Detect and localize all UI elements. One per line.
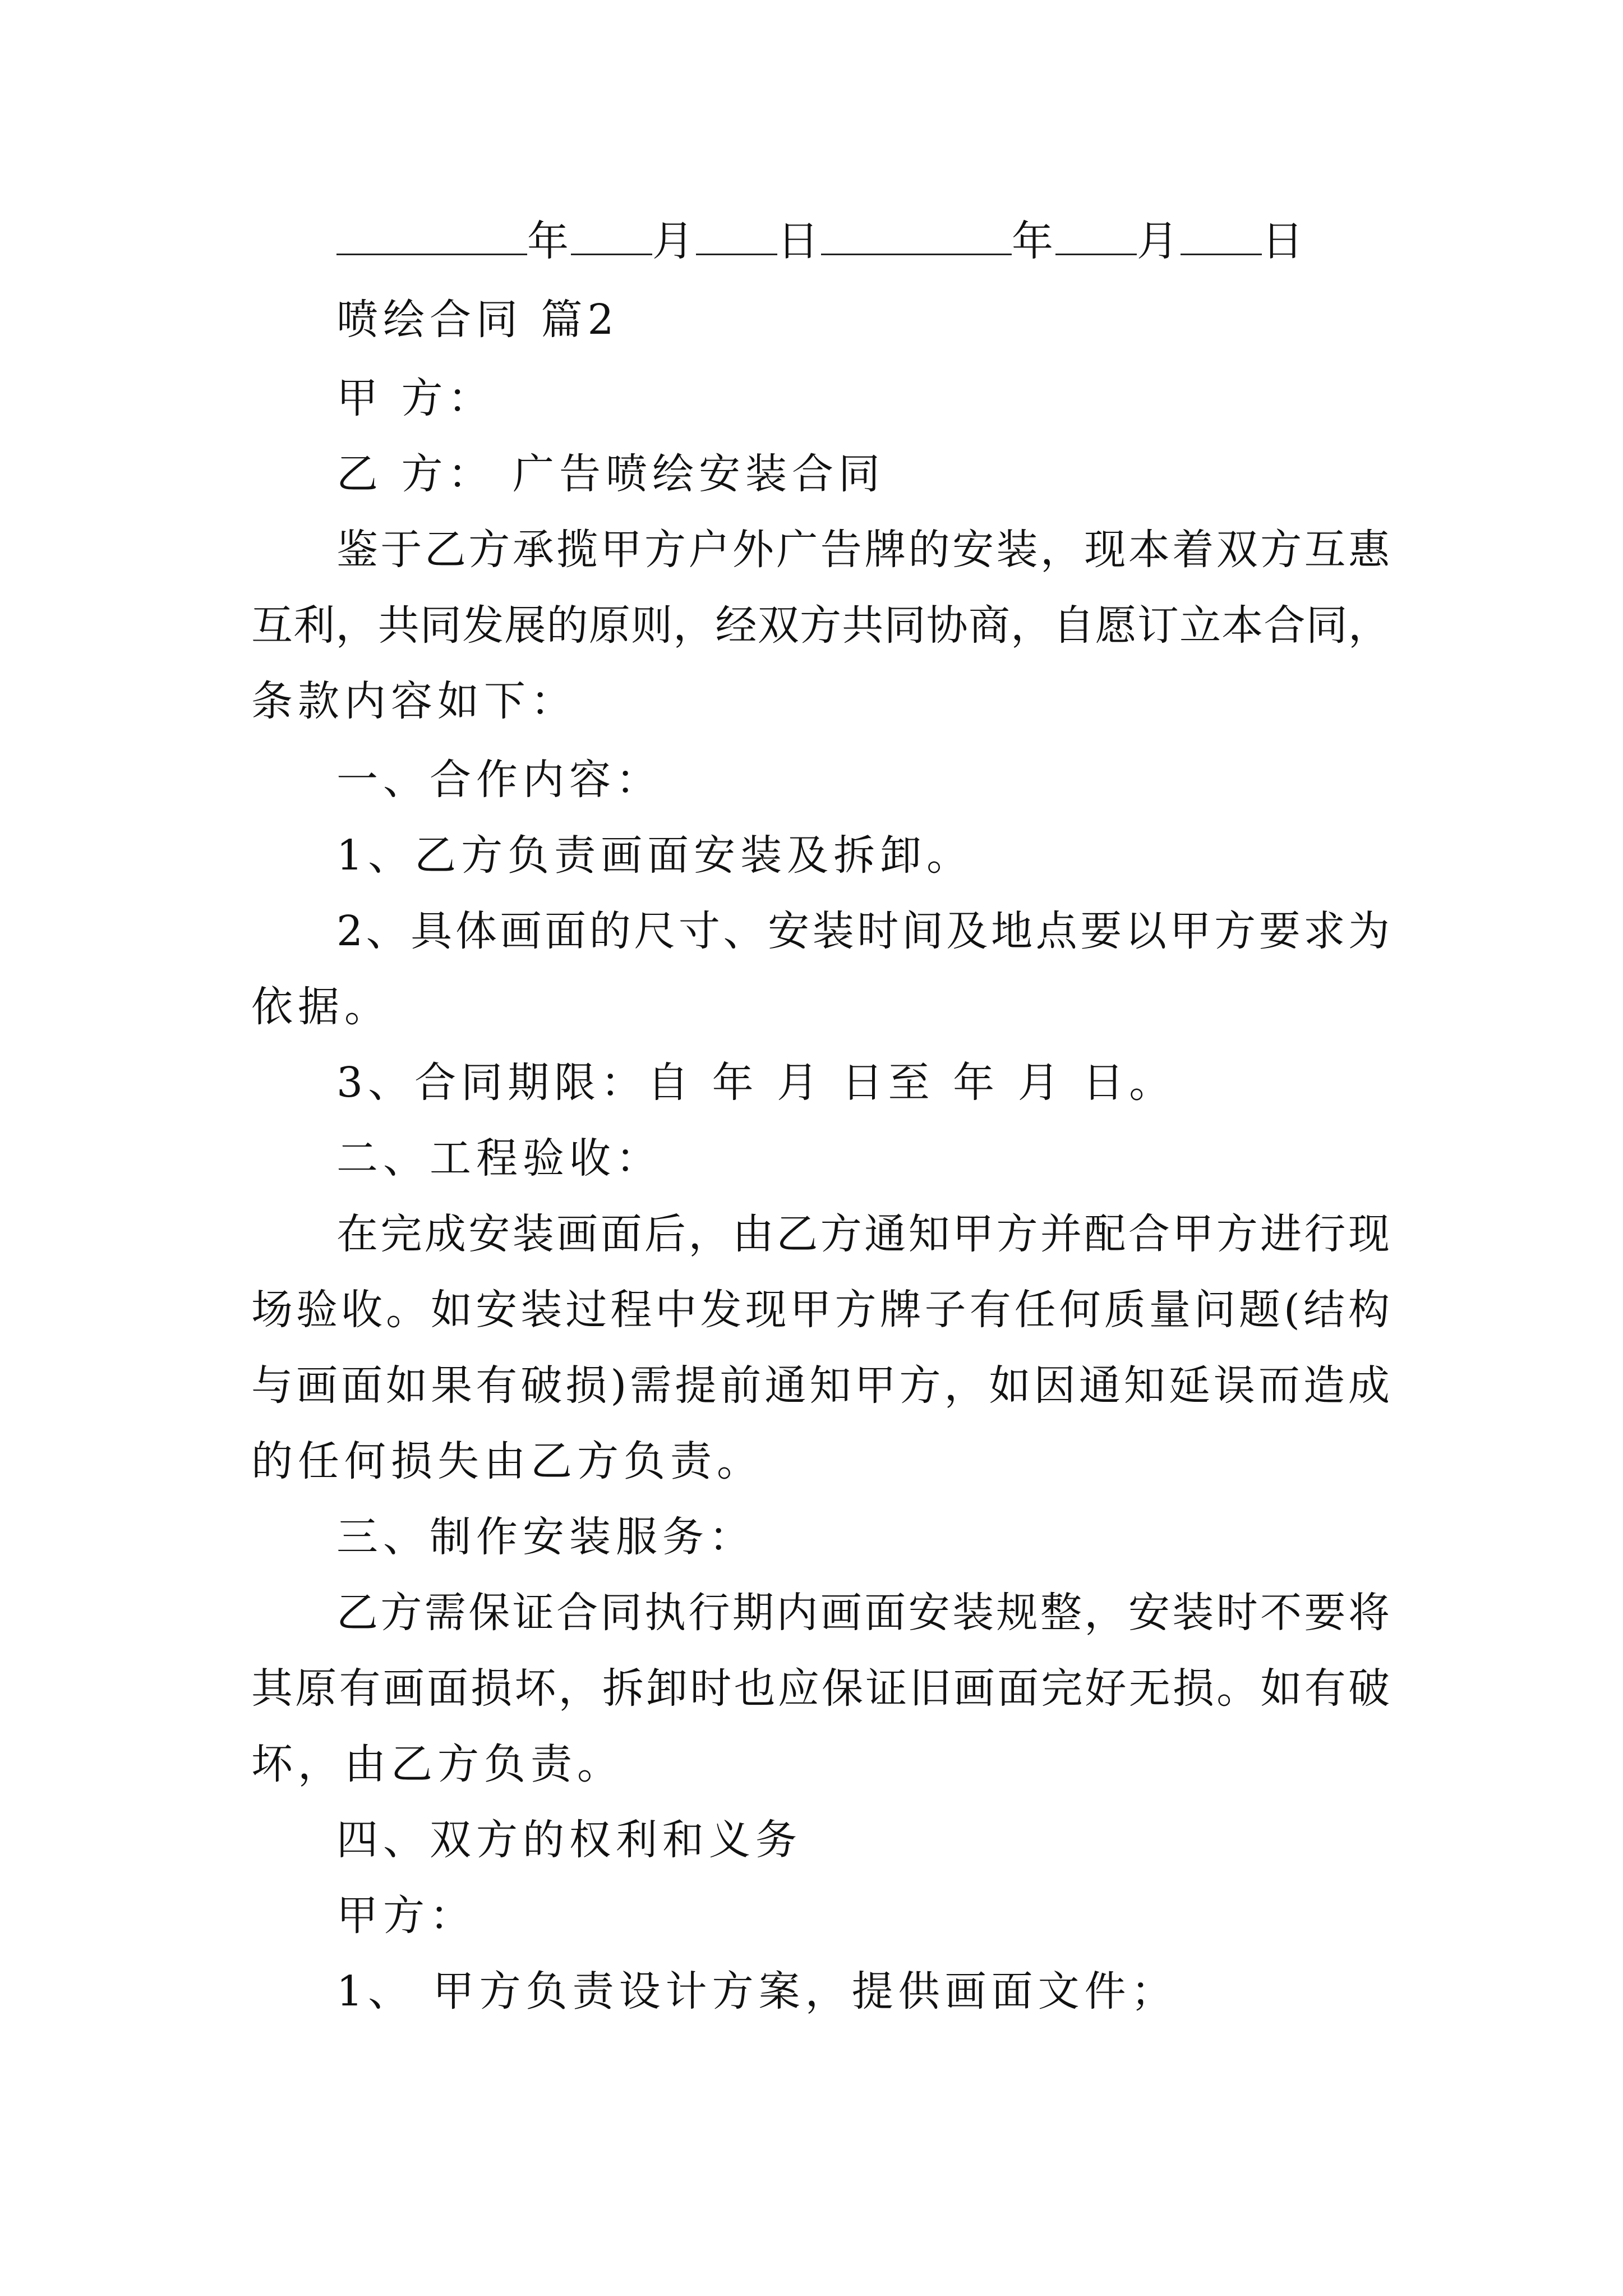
signature-date-line [336, 213, 1306, 269]
party-a-label: 甲方： [336, 1892, 476, 1940]
month-label: 月 [1137, 217, 1181, 265]
month-label: 月 [652, 217, 696, 265]
document-heading: 喷绘合同 篇2 [336, 296, 619, 344]
blank-underline [336, 213, 527, 255]
preamble-line: 条款内容如下： [251, 677, 577, 725]
section-title: 四、双方的权利和义务 [336, 1816, 802, 1864]
blank-underline [1181, 213, 1262, 255]
paragraph-line: 与画面如果有破损)需提前通知甲方，如因通知延误而造成 [251, 1361, 1390, 1410]
blank-underline [696, 213, 777, 255]
paragraph-line: 的任何损失由乙方负责。 [251, 1437, 763, 1485]
clause-item: 2、具体画面的尺寸、安装时间及地点要以甲方要求为 [336, 907, 1390, 955]
section-title: 二、工程验收： [336, 1134, 662, 1182]
year-label: 年 [1012, 217, 1055, 265]
clause-item: 3、合同期限：自 年 月 日至 年 月 日。 [336, 1059, 1176, 1107]
paragraph-line: 场验收。如安装过程中发现甲方牌子有任何质量问题(结构 [251, 1286, 1390, 1334]
clause-item: 1、乙方负责画面安装及拆卸。 [336, 831, 974, 880]
paragraph-line: 其原有画面损坏，拆卸时也应保证旧画面完好无损。如有破 [251, 1664, 1390, 1713]
blank-underline [821, 213, 1012, 255]
section-title: 三、制作安装服务： [336, 1513, 755, 1561]
section-title: 一、合作内容： [336, 756, 662, 804]
day-label: 日 [1262, 217, 1306, 265]
blank-underline [571, 213, 652, 255]
preamble-line: 鉴于乙方承揽甲方户外广告牌的安装，现本着双方互惠 [336, 526, 1390, 574]
party-b-line: 乙 方： 广告喷绘安装合同 [336, 450, 886, 498]
blank-underline [1055, 213, 1137, 255]
paragraph-line: 乙方需保证合同执行期内画面安装规整，安装时不要将 [336, 1589, 1390, 1637]
clause-item: 1、 甲方负责设计方案，提供画面文件； [336, 1967, 1178, 2016]
paragraph-line: 在完成安装画面后，由乙方通知甲方并配合甲方进行现 [336, 1210, 1390, 1258]
clause-item: 依据。 [251, 983, 391, 1031]
paragraph-line: 坏，由乙方负责。 [251, 1740, 624, 1788]
year-label: 年 [527, 217, 571, 265]
day-label: 日 [777, 217, 821, 265]
party-a-line: 甲 方： [336, 374, 495, 422]
preamble-line: 互利，共同发展的原则，经双方共同协商，自愿订立本合同， [251, 601, 1390, 650]
